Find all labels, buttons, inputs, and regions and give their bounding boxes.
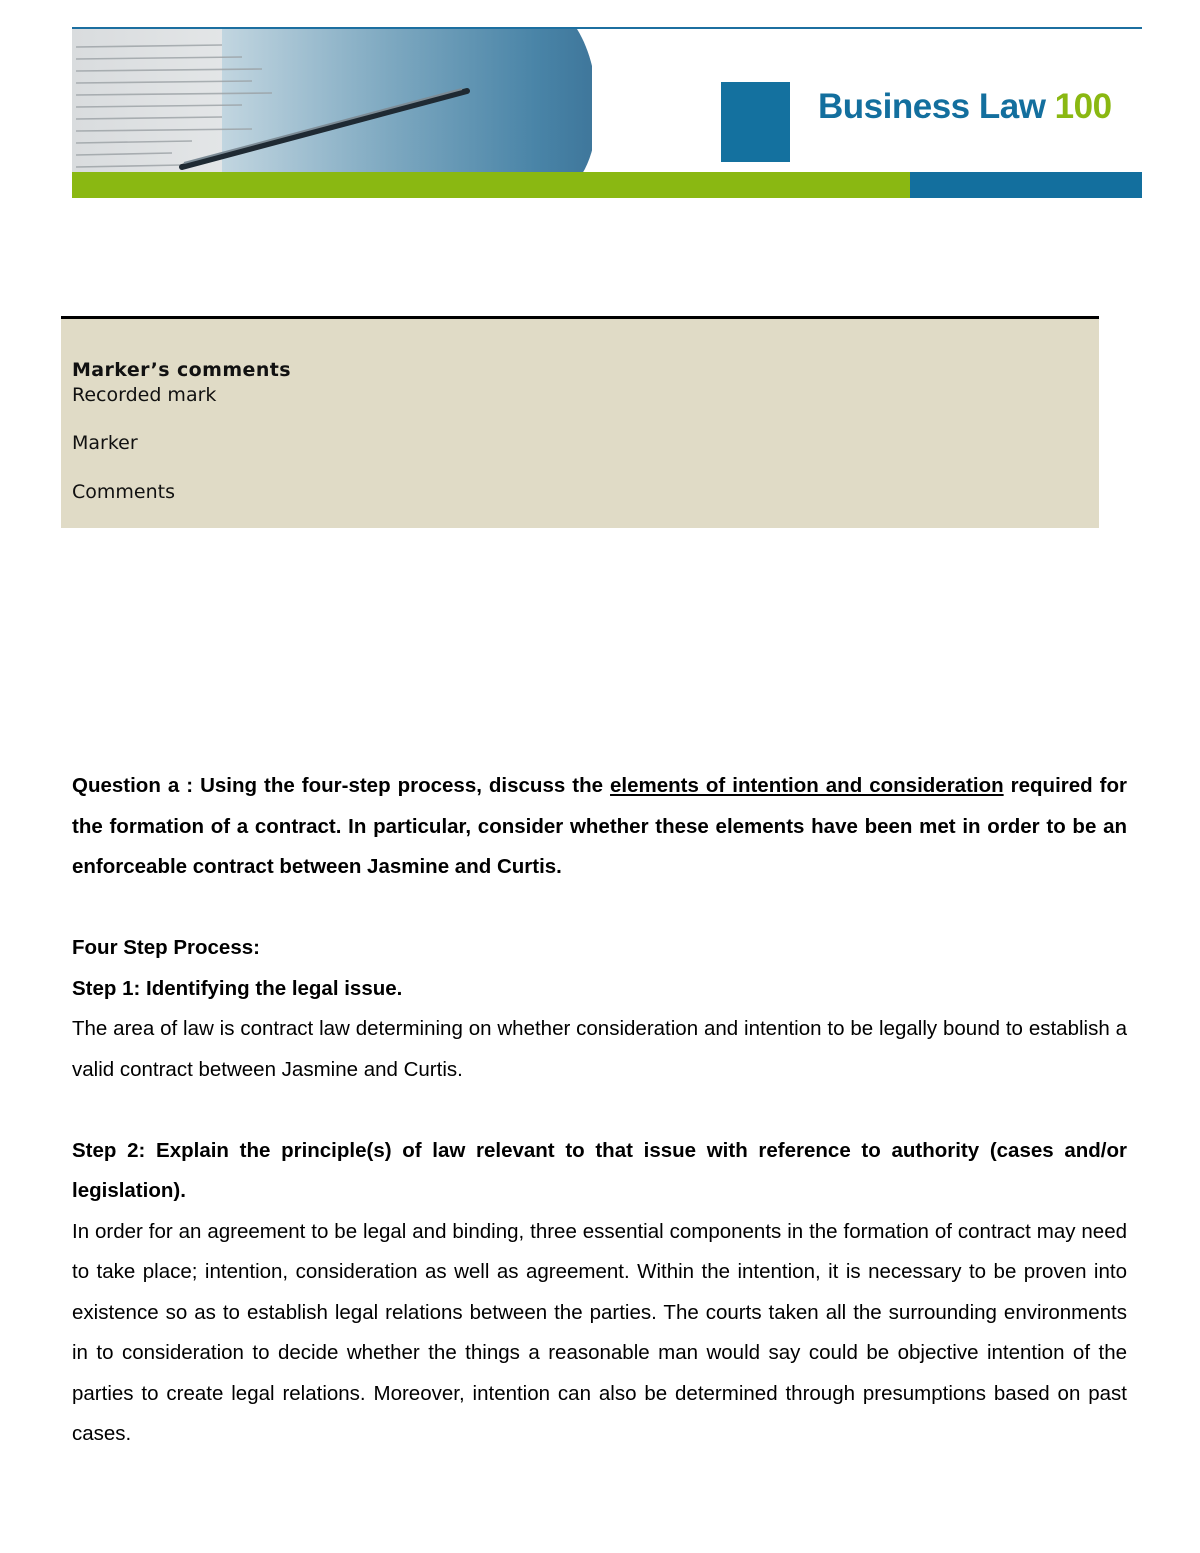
recorded-mark-label: Recorded mark [72, 384, 217, 406]
question-rest: required for the formation of a contract. In particular, consider whether these elements have been met in order to be an enforceable contract between Jasmine and Curtis. [72, 774, 1127, 878]
header-banner [72, 27, 1142, 198]
step2-body: In order for an agreement to be legal and binding, three essential components in the formation of contract may need to take place; intention, consideration as well as agreement. Within the intention, it is necessary to be proven into existence so as to establish legal relations between the parties. The courts taken all the surrounding environments in to consideration to decide whether the things a reasonable man would say could be objective intention of the parties to create legal relations. Moreover, intention can also be determined through presumptions based on past cases. [72, 1219, 1127, 1445]
spacer [72, 1090, 1127, 1131]
question-paragraph [72, 766, 1127, 888]
step2-heading: Step 2: Explain the principle(s) of law relevant to that issue with reference to authority (cases and/or legislation). [72, 1138, 1127, 1202]
comments-label: Comments [72, 481, 175, 503]
process-heading: Four Step Process: [72, 936, 260, 959]
marker-comments-box [61, 316, 1099, 528]
step1-heading: Step 1: Identifying the legal issue. [72, 976, 403, 1000]
step1-body: The area of law is contract law determining on whether consideration and intention to be legally bound to establish a valid contract between Jasmine and Curtis. [72, 1017, 1127, 1081]
question-intro: Question a : Using the four-step process, discuss the [72, 774, 611, 797]
banner-green-stripe [72, 172, 910, 198]
banner-blue-stripe [910, 172, 1142, 198]
document-body [72, 766, 1127, 1455]
course-title [818, 87, 1112, 127]
question-underlined-text: elements of intention and consideration [610, 774, 1004, 797]
marker-comments-heading: Marker’s comments [72, 359, 291, 381]
banner-blue-square [721, 82, 790, 162]
course-title-number: 100 [1054, 87, 1112, 126]
course-title-name: Business Law [818, 87, 1046, 126]
spacer [72, 888, 1127, 929]
marker-label: Marker [72, 432, 138, 454]
